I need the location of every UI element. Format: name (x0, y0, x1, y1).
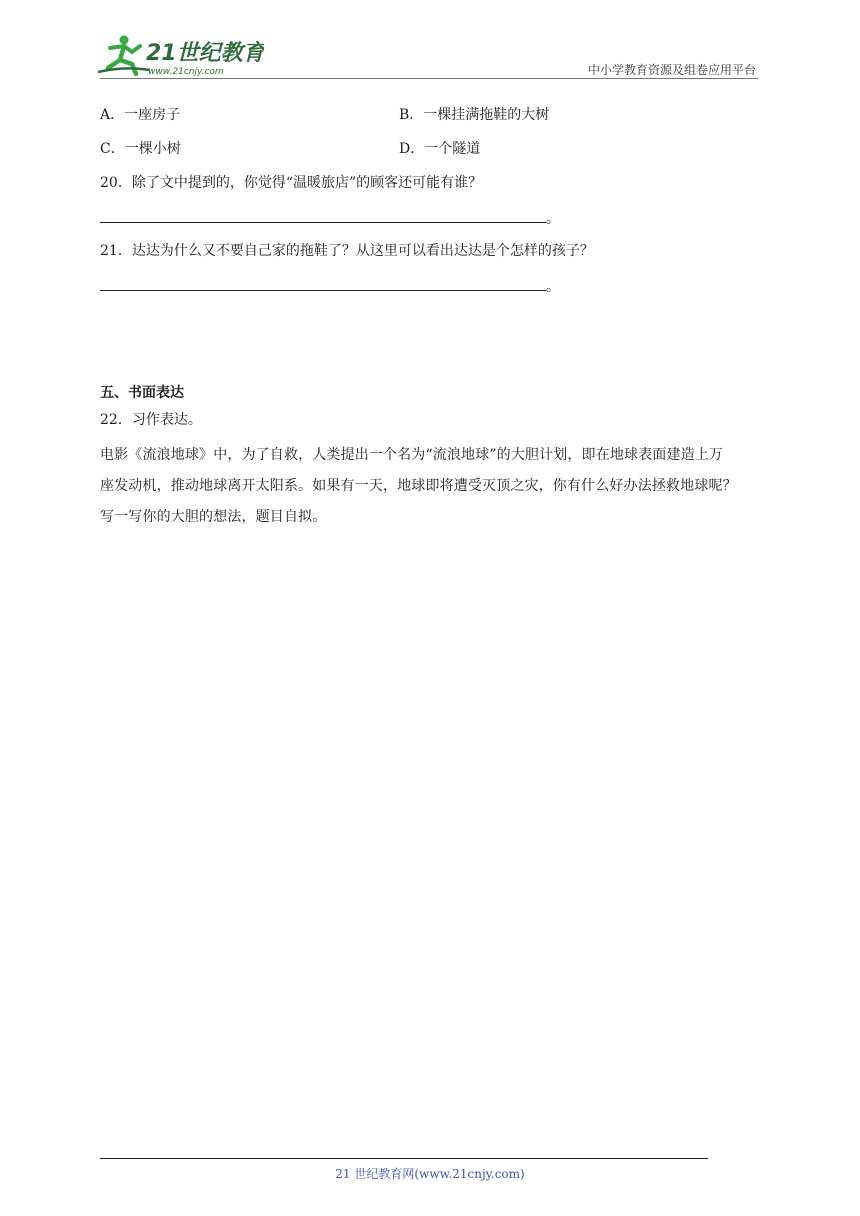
option-a: A．一座房子 (100, 107, 181, 123)
question-21: 21．达达为什么又不要自己家的拖鞋了？从这里可以看出达达是个怎样的孩子？ (100, 243, 594, 259)
answer-blank[interactable] (100, 276, 546, 291)
section-title: 五、书面表达 (100, 385, 184, 401)
footer-link[interactable]: 21 世纪教育网(www.21cnjy.com) (335, 1167, 525, 1181)
runner-logo-icon (94, 32, 264, 78)
prompt-line: 电影《流浪地球》中，为了自救，人类提出一个名为“流浪地球”的大胆计划，即在地球表面建造上万 (100, 447, 724, 463)
answer-line-21[interactable] (100, 276, 560, 297)
question-22: 22．习作表达。 (100, 412, 202, 428)
option-b: B．一棵挂满拖鞋的大树 (399, 107, 550, 123)
header-platform-text: 中小学教育资源及组卷应用平台 (587, 63, 756, 77)
footer-divider (100, 1158, 708, 1159)
answer-line-20[interactable] (100, 208, 560, 229)
logo (94, 32, 264, 78)
option-d: D．一个隧道 (399, 141, 481, 157)
logo-wordmark: 21世纪教育 (146, 41, 264, 66)
option-c: C．一棵小树 (100, 141, 181, 157)
prompt-line: 写一写你的大胆的想法，题目自拟。 (100, 509, 327, 525)
essay-prompt (100, 440, 762, 533)
end-mark: 。 (546, 211, 560, 227)
question-20: 20．除了文中提到的，你觉得“温暖旅店”的顾客还可能有谁？ (100, 175, 483, 191)
end-mark: 。 (546, 279, 560, 295)
answer-blank[interactable] (100, 208, 546, 223)
prompt-line: 座发动机，推动地球离开太阳系。如果有一天，地球即将遭受灭顶之灾，你有什么好办法拯救地球呢？ (100, 478, 737, 494)
header-divider (100, 78, 758, 79)
logo-url: www.21cnjy.com (148, 67, 224, 77)
